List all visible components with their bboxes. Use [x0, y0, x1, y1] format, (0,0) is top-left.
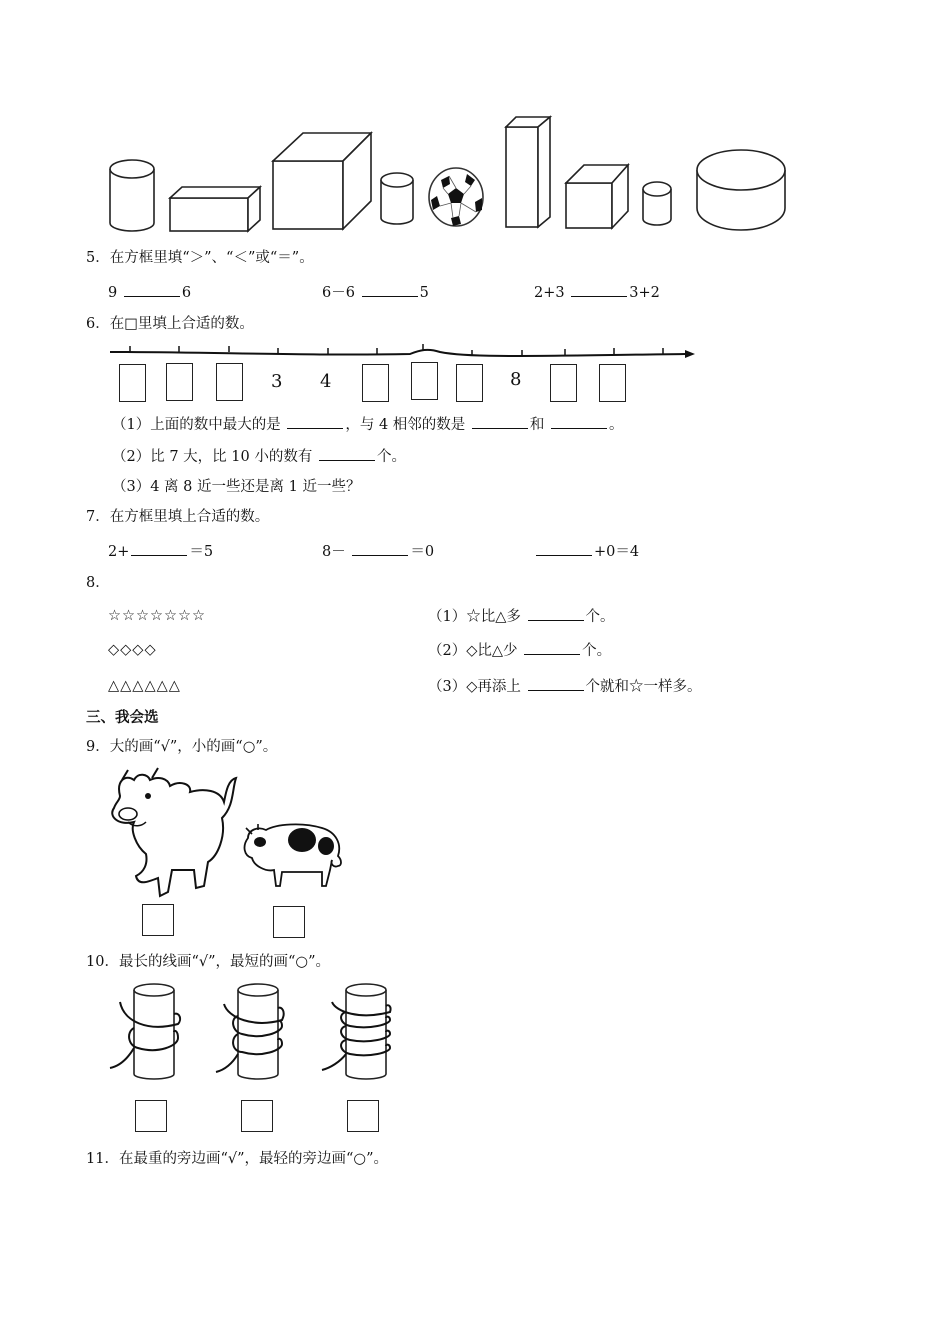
q9-answer-box-small-cow[interactable]: [273, 906, 305, 938]
numline-box-6[interactable]: [362, 364, 389, 402]
big-cow-image: [108, 766, 236, 898]
q5-item-3: [534, 282, 660, 303]
q8-sub-1: [428, 606, 615, 627]
cube-large-shape: [271, 131, 375, 233]
cylinder-with-string-3: [320, 982, 392, 1082]
cylinder-small-shape: [379, 168, 417, 230]
q8-blank-2[interactable]: [524, 640, 580, 655]
q6-sub-1: [112, 414, 624, 435]
q5-item-2: [322, 282, 429, 303]
q9-title: 9．大的画“√”，小的画“○”。: [86, 739, 278, 755]
q6-sub1-text-c: 和: [529, 417, 545, 433]
numline-box-7[interactable]: [411, 362, 438, 400]
cylinder-with-string-2: [214, 982, 286, 1082]
q8-sub3-text-b: 个就和☆一样多。: [585, 679, 702, 695]
numline-label-8: 8: [510, 369, 522, 390]
q5-item-2-right: 5: [419, 285, 429, 301]
q10-answer-box-3[interactable]: [347, 1100, 379, 1132]
numline-box-2[interactable]: [166, 363, 193, 401]
numline-label-4: 4: [320, 371, 332, 392]
cylinder-wide-shape: [695, 142, 789, 234]
q6-sub1-text-b: ，与 4 相邻的数是: [345, 417, 466, 433]
q5-item-2-left: 6－6: [322, 285, 355, 301]
q5-blank-2[interactable]: [362, 282, 418, 297]
q8-diamonds: ◇◇◇◇: [108, 642, 157, 658]
q5-item-1-right: 6: [181, 285, 192, 301]
q8-sub-2: [428, 640, 611, 661]
q6-sub1-text-a: （1）上面的数中最大的是: [112, 417, 281, 433]
q6-sub1-blank-2[interactable]: [472, 414, 528, 429]
q7-item3-right: +0＝4: [594, 544, 640, 560]
q5-item-1: [108, 282, 191, 303]
numline-box-3[interactable]: [216, 363, 243, 401]
tall-cuboid-shape: [504, 115, 554, 231]
q6-sub-2: [112, 446, 406, 467]
q6-sub2-blank[interactable]: [319, 446, 375, 461]
q9-answer-box-big-cow[interactable]: [142, 904, 174, 936]
q7-item1-right: ＝5: [189, 544, 214, 560]
q5-item-3-left: 2+3: [534, 285, 565, 301]
q7-item1-left: 2+: [108, 544, 130, 560]
q8-blank-1[interactable]: [528, 606, 584, 621]
q7-blank-3[interactable]: [536, 541, 592, 556]
q6-sub1-text-d: 。: [609, 417, 624, 433]
q5-blank-1[interactable]: [124, 282, 180, 297]
numline-label-3: 3: [271, 371, 283, 392]
q7-item-1: [108, 541, 213, 562]
numline-box-8[interactable]: [456, 364, 483, 402]
q5-item-1-left: 9: [108, 285, 118, 301]
cylinder-with-string-1: [108, 982, 180, 1082]
q7-item2-right: ＝0: [410, 544, 435, 560]
q8-stars: ☆☆☆☆☆☆☆: [108, 608, 206, 624]
q6-sub1-blank-1[interactable]: [287, 414, 343, 429]
q6-sub-3: （3）4 离 8 近一些还是离 1 近一些？: [112, 479, 361, 495]
q8-sub2-text-b: 个。: [582, 643, 612, 659]
q7-blank-1[interactable]: [131, 541, 187, 556]
numline-box-11[interactable]: [599, 364, 626, 402]
q11-title: 11．在最重的旁边画“√”，最轻的旁边画“○”。: [86, 1151, 388, 1167]
section-3-heading: 三、我会选: [86, 710, 159, 726]
q5-blank-3[interactable]: [571, 282, 627, 297]
q5-title: 5．在方框里填“＞”、“＜”或“＝”。: [86, 250, 314, 266]
q6-title: 6．在□里填上合适的数。: [86, 316, 254, 332]
q8-title: 8．: [86, 575, 110, 591]
q10-title: 10．最长的线画“√”，最短的画“○”。: [86, 954, 330, 970]
q7-item-3: [534, 541, 639, 562]
q7-blank-2[interactable]: [352, 541, 408, 556]
q7-item-2: [322, 541, 434, 562]
q8-blank-3[interactable]: [528, 676, 584, 691]
q8-triangles: △△△△△△: [108, 678, 181, 694]
cylinder-shape: [108, 155, 158, 235]
cube-small-shape: [564, 163, 632, 231]
q10-answer-box-1[interactable]: [135, 1100, 167, 1132]
q8-sub2-text-a: （2）◇比△少: [428, 643, 518, 659]
q6-sub2-text-b: 个。: [376, 449, 406, 465]
numline-box-1[interactable]: [119, 364, 146, 402]
cuboid-shape: [168, 185, 264, 235]
q8-sub3-text-a: （3）◇再添上: [428, 679, 521, 695]
q6-sub1-blank-3[interactable]: [551, 414, 607, 429]
cylinder-tiny-shape: [640, 179, 678, 229]
q6-sub2-text-a: （2）比 7 大，比 10 小的数有: [112, 449, 313, 465]
q8-sub1-text-a: （1）☆比△多: [428, 609, 521, 625]
soccer-ball-icon: [427, 166, 487, 230]
q5-item-3-right: 3+2: [629, 285, 660, 301]
q10-answer-box-2[interactable]: [241, 1100, 273, 1132]
q8-sub1-text-b: 个。: [585, 609, 615, 625]
q8-sub-3: [428, 676, 702, 697]
q7-title: 7．在方框里填上合适的数。: [86, 509, 270, 525]
small-cow-image: [242, 820, 346, 888]
numline-box-10[interactable]: [550, 364, 577, 402]
q7-item2-left: 8－: [322, 544, 346, 560]
